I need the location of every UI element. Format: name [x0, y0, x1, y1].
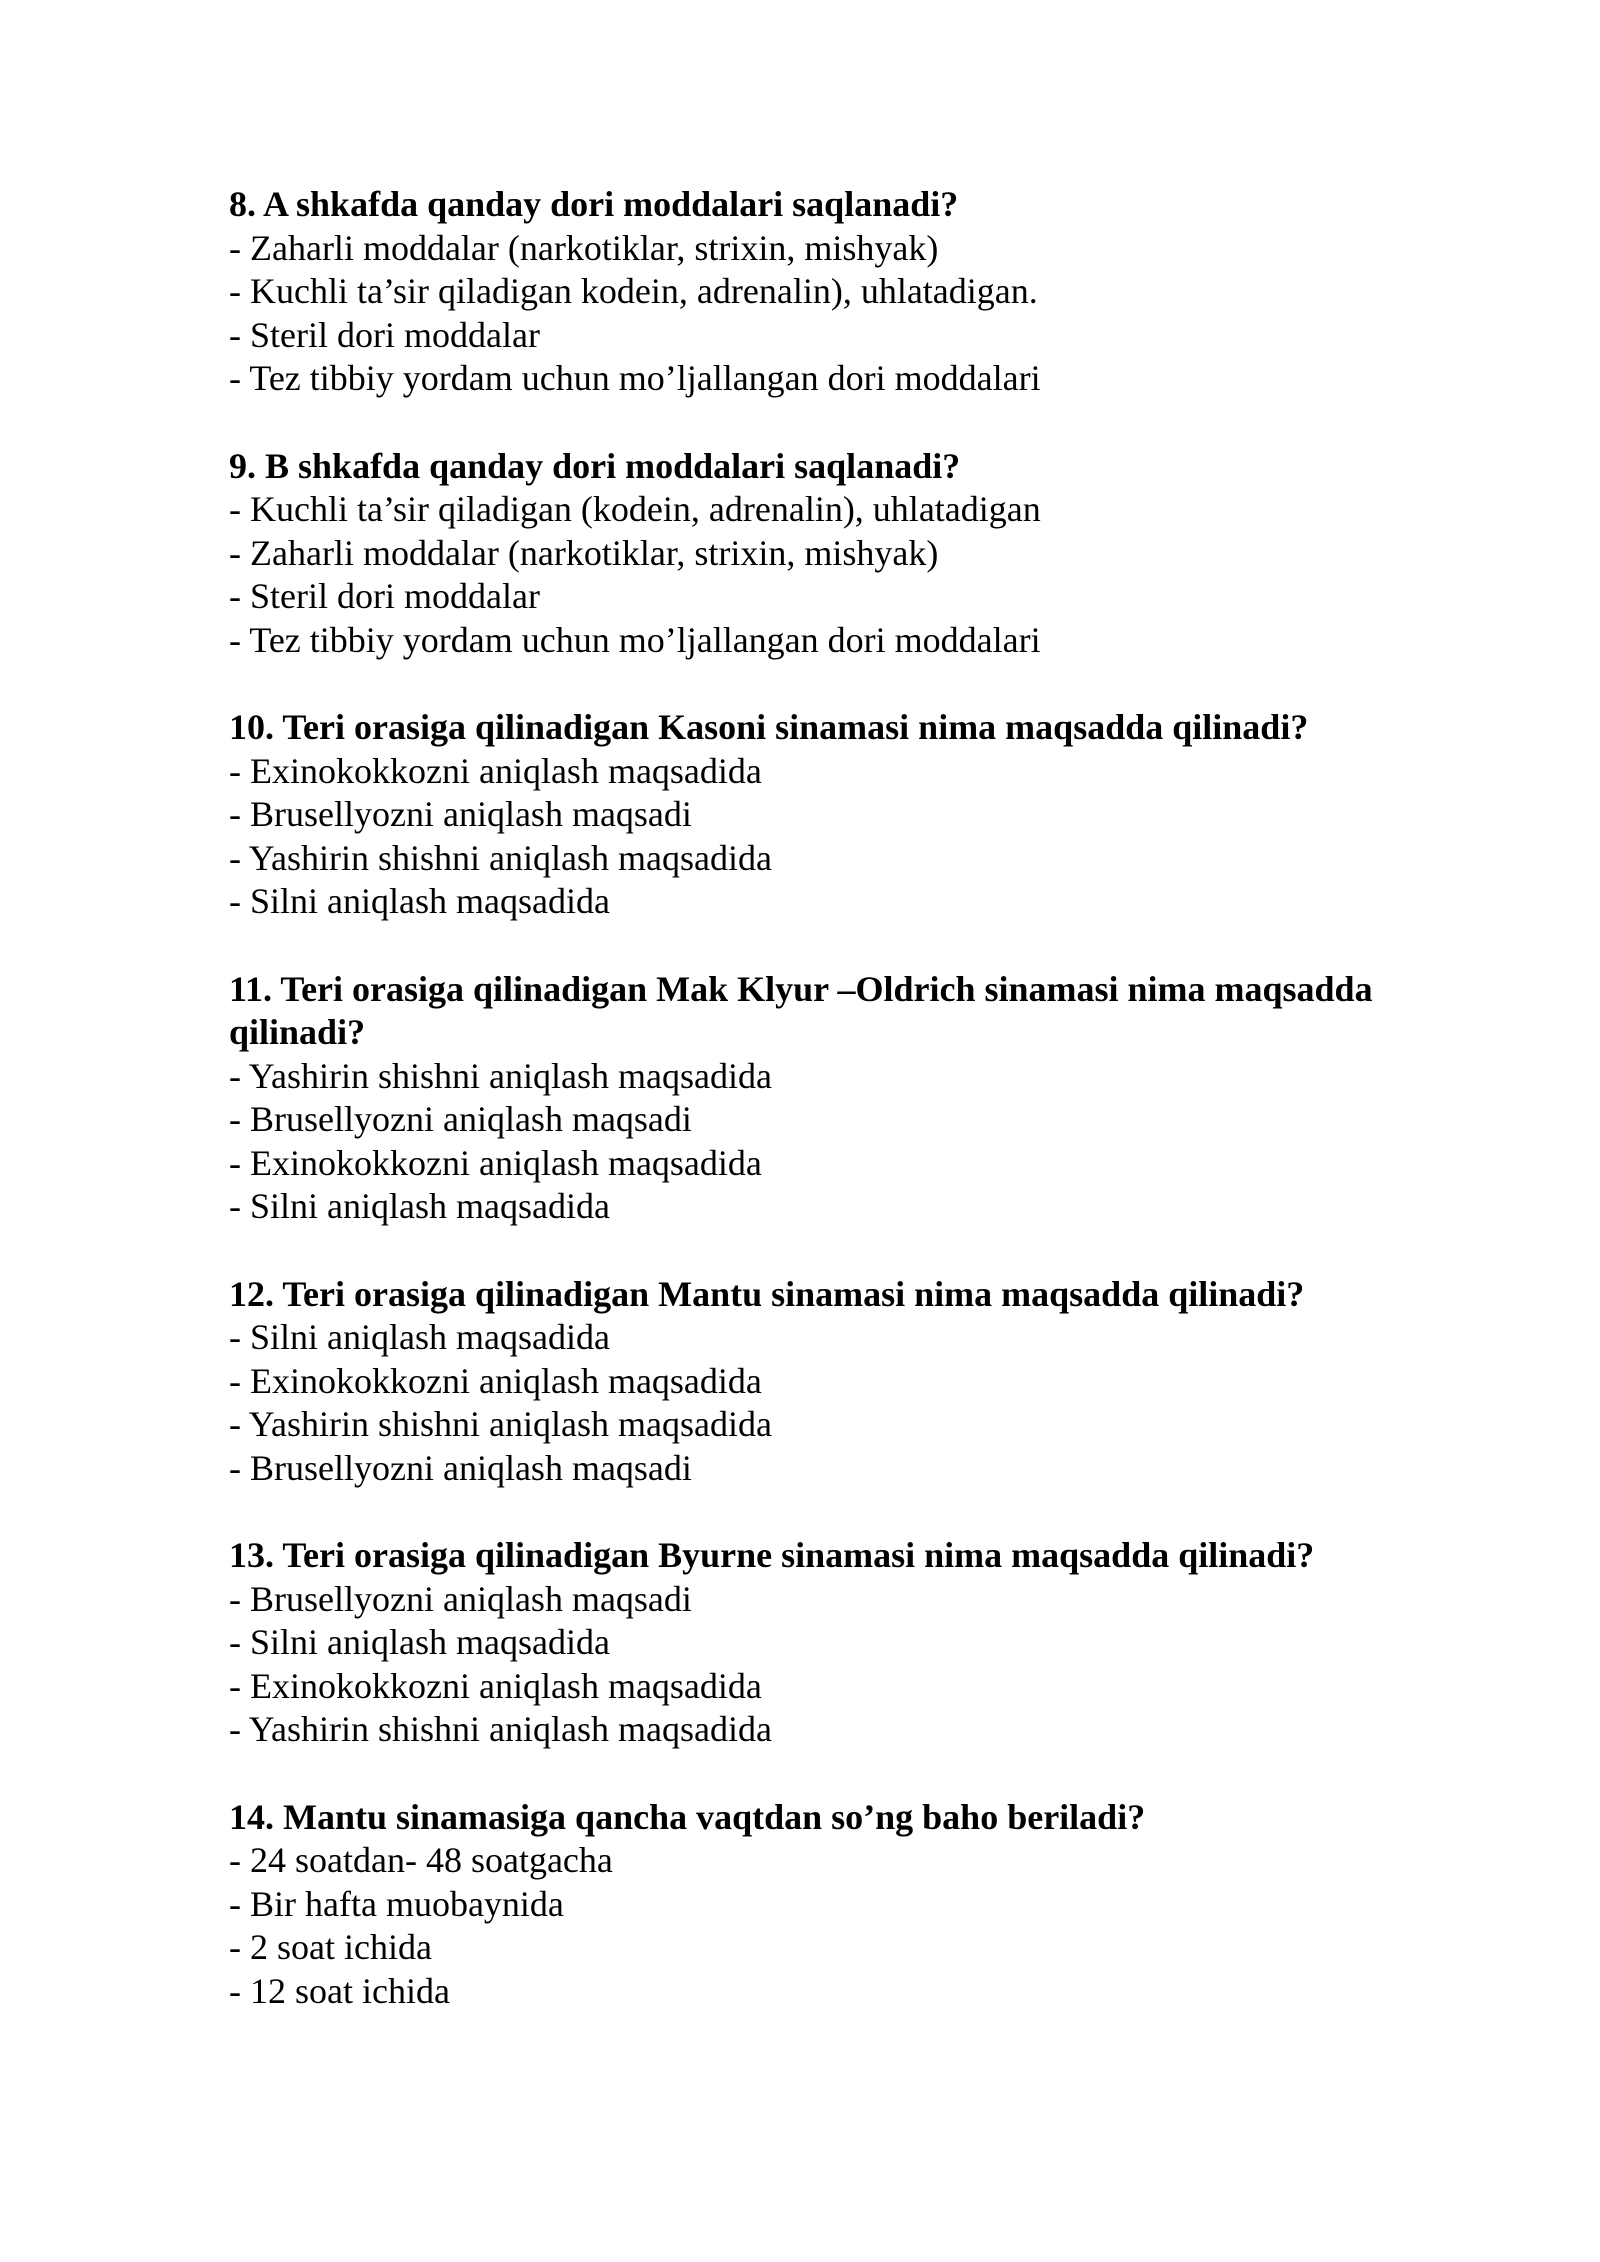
answer-option: - Tez tibbiy yordam uchun mo’ljallangan dori moddalari	[229, 357, 1469, 401]
answer-options	[229, 1055, 1469, 1229]
answer-option: - Exinokokkozni aniqlash maqsadida	[229, 1360, 1469, 1404]
answer-option: - Yashirin shishni aniqlash maqsadida	[229, 1708, 1469, 1752]
answer-options	[229, 227, 1469, 401]
answer-options	[229, 488, 1469, 662]
answer-option: - Brusellyozni aniqlash maqsadi	[229, 1447, 1469, 1491]
question-10	[229, 706, 1469, 924]
answer-option: - Silni aniqlash maqsadida	[229, 1621, 1469, 1665]
question-title: 10. Teri orasiga qilinadigan Kasoni sinamasi nima maqsadda qilinadi?	[229, 707, 1309, 747]
answer-option: - Yashirin shishni aniqlash maqsadida	[229, 1403, 1469, 1447]
question-13	[229, 1534, 1469, 1752]
answer-option: - Tez tibbiy yordam uchun mo’ljallangan dori moddalari	[229, 619, 1469, 663]
answer-option: - Brusellyozni aniqlash maqsadi	[229, 1578, 1469, 1622]
question-12	[229, 1273, 1469, 1491]
answer-option: - Yashirin shishni aniqlash maqsadida	[229, 837, 1469, 881]
answer-option: - Bir hafta muobaynida	[229, 1883, 1469, 1927]
answer-options	[229, 1316, 1469, 1490]
question-8	[229, 183, 1469, 401]
answer-option: - 24 soatdan- 48 soatgacha	[229, 1839, 1469, 1883]
answer-option: - Yashirin shishni aniqlash maqsadida	[229, 1055, 1469, 1099]
answer-option: - Brusellyozni aniqlash maqsadi	[229, 793, 1469, 837]
question-title: 14. Mantu sinamasiga qancha vaqtdan so’ng baho beriladi?	[229, 1796, 1146, 1837]
answer-options	[229, 750, 1469, 924]
answer-option: - 12 soat ichida	[229, 1970, 1469, 2014]
answer-option: - Silni aniqlash maqsadida	[229, 1185, 1469, 1229]
answer-option: - Silni aniqlash maqsadida	[229, 1316, 1469, 1360]
question-11	[229, 968, 1469, 1229]
question-title: 8. A shkafda qanday dori moddalari saqlanadi?	[229, 184, 959, 224]
answer-options	[229, 1839, 1469, 2013]
answer-option: - Zaharli moddalar (narkotiklar, strixin, mishyak)	[229, 227, 1469, 271]
answer-option: - 2 soat ichida	[229, 1926, 1469, 1970]
answer-option: - Steril dori moddalar	[229, 575, 1469, 619]
answer-option: - Exinokokkozni aniqlash maqsadida	[229, 1142, 1469, 1186]
question-title: 11. Teri orasiga qilinadigan Mak Klyur –Oldrich sinamasi nima maqsadda qilinadi?	[229, 968, 1373, 1052]
question-title: 9. B shkafda qanday dori moddalari saqlanadi?	[229, 445, 961, 486]
question-9	[229, 445, 1469, 663]
document-page	[229, 183, 1469, 2057]
answer-option: - Exinokokkozni aniqlash maqsadida	[229, 750, 1469, 794]
answer-options	[229, 1578, 1469, 1752]
question-title: 13. Teri orasiga qilinadigan Byurne sinamasi nima maqsadda qilinadi?	[229, 1535, 1315, 1575]
answer-option: - Brusellyozni aniqlash maqsadi	[229, 1098, 1469, 1142]
answer-option: - Silni aniqlash maqsadida	[229, 880, 1469, 924]
answer-option: - Kuchli ta’sir qiladigan kodein, adrenalin), uhlatadigan.	[229, 270, 1469, 314]
question-title: 12. Teri orasiga qilinadigan Mantu sinamasi nima maqsadda qilinadi?	[229, 1273, 1305, 1314]
answer-option: - Exinokokkozni aniqlash maqsadida	[229, 1665, 1469, 1709]
answer-option: - Zaharli moddalar (narkotiklar, strixin, mishyak)	[229, 532, 1469, 576]
question-14	[229, 1796, 1469, 2014]
answer-option: - Kuchli ta’sir qiladigan (kodein, adrenalin), uhlatadigan	[229, 488, 1469, 532]
answer-option: - Steril dori moddalar	[229, 314, 1469, 358]
